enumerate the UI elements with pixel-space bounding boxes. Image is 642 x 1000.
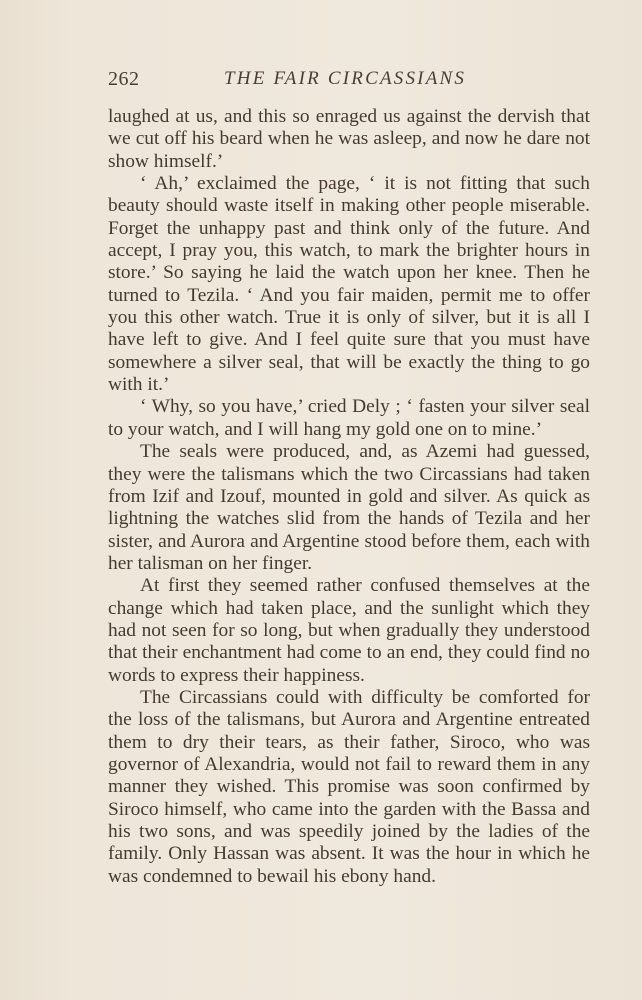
paragraph: ‘ Ah,’ exclaimed the page, ‘ it is not fitting that such beauty should waste itself in making other people miserable. Forget the unhappy past and think only of the future. And accept, I pray you, this watch, to mark the brighter hours in store.’ So saying he laid the watch upon her knee. Then he turned to Tezila. ‘ And you fair maiden, permit me to offer you this other watch. True it is only of silver, but it is all I have left to give. And I feel quite sure that you must have somewhere a silver seal, that will be exactly the thing to go with it.’ xyxy=(108,173,590,396)
page-header xyxy=(108,68,592,98)
paragraph: The seals were produced, and, as Azemi had guessed, they were the talismans which the two Circassians had taken from Izif and Izouf, mounted in gold and silver. As quick as lightning the watches slid from the hands of Tezila and her sister, and Aurora and Argentine stood before them, each with her talisman on her finger. xyxy=(108,441,590,574)
body-text xyxy=(108,106,590,888)
paragraph: At first they seemed rather confused themselves at the change which had taken place, and the sunlight which they had not seen for so long, but when gradually they understood that their enchantment had come to an end, they could find no words to express their happiness. xyxy=(108,575,590,686)
paragraph: ‘ Why, so you have,’ cried Dely ; ‘ fasten your silver seal to your watch, and I will hang my gold one on to mine.’ xyxy=(108,396,590,440)
paragraph: The Circassians could with difficulty be comforted for the loss of the talismans, but Aurora and Argentine entreated them to dry their tears, as their father, Siroco, who was governor of Alexandria, would not fail to reward them in any manner they wished. This promise was soon confirmed by Siroco himself, who came into the garden with the Bassa and his two sons, and was speedily joined by the ladies of the family. Only Hassan was absent. It was the hour in which he was condemned to bewail his ebony hand. xyxy=(108,686,590,887)
page-number: 262 xyxy=(108,68,140,90)
running-title: THE FAIR CIRCASSIANS xyxy=(224,68,467,89)
paragraph: laughed at us, and this so enraged us against the dervish that we cut off his beard when he was asleep, and now he dare not show himself.’ xyxy=(108,106,590,172)
